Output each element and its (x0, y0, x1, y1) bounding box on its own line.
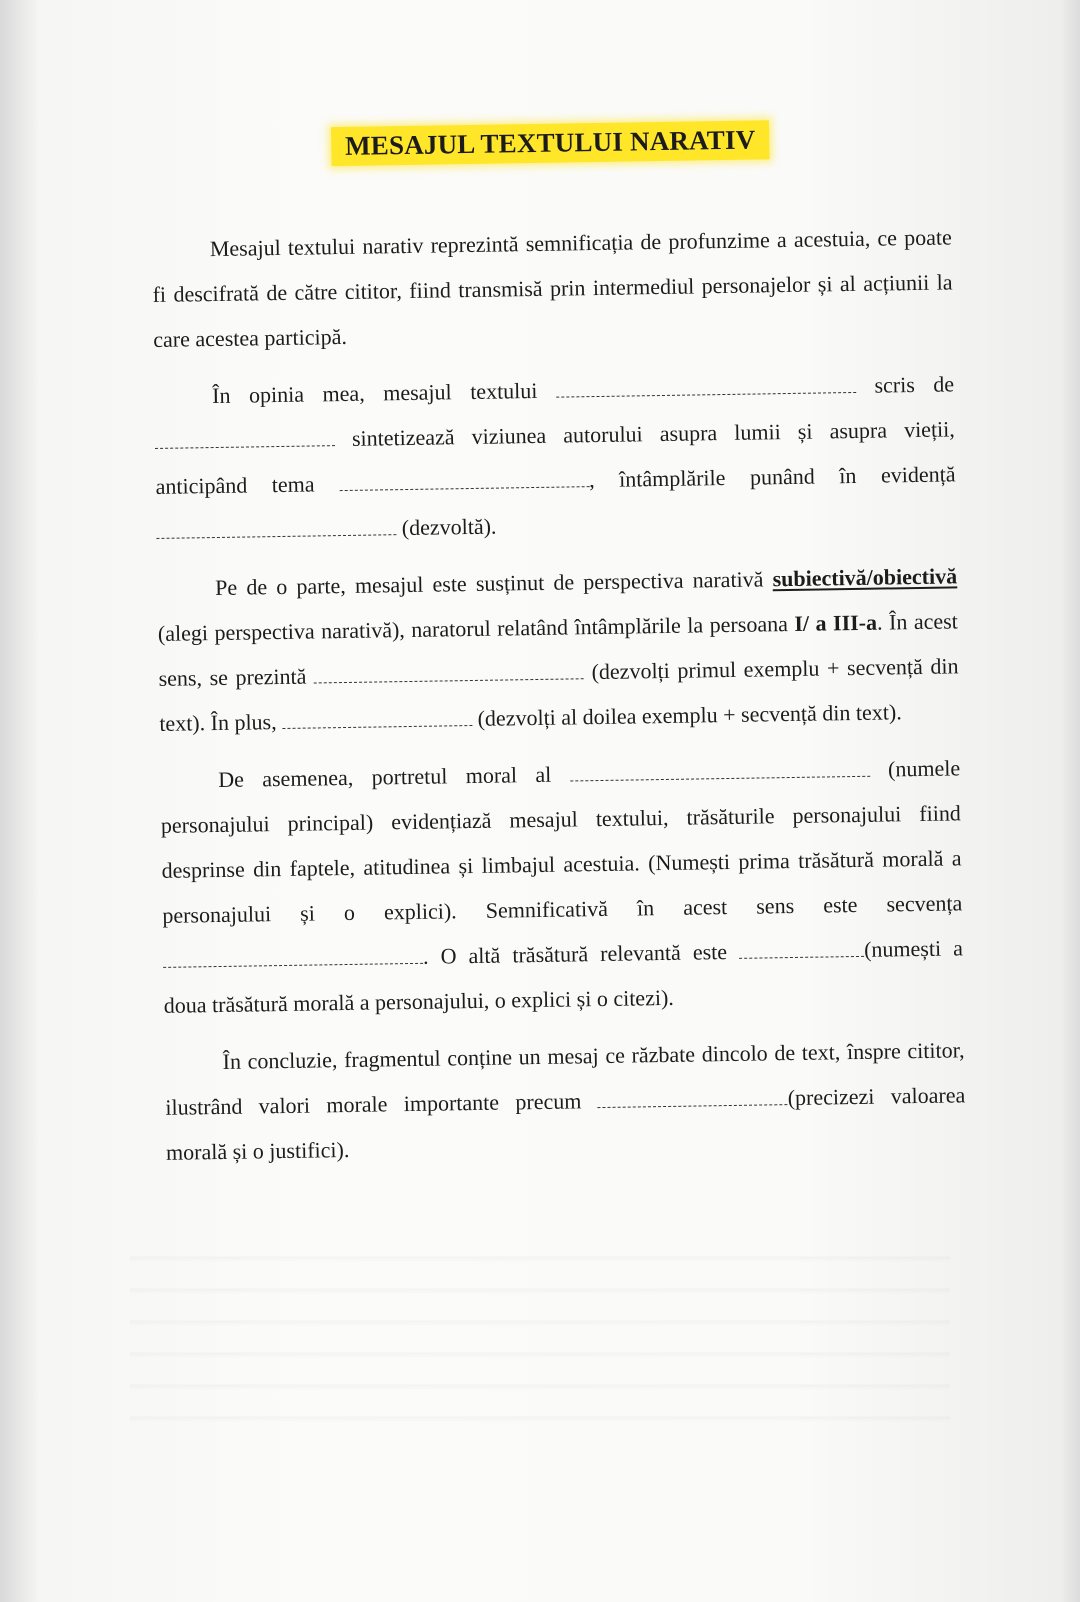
perspective-choice: subiectivă/obiectivă (772, 563, 958, 592)
opinion-text-1: În opinia mea, mesajul textului (211, 377, 557, 409)
perspective-text-3: . În acest sens, se prezintă (158, 608, 959, 691)
opinion-text-4: , întâmplările punând în evidență (588, 461, 956, 493)
opinion-text-2: scris de (855, 371, 955, 398)
perspective-text-1: Pe de o parte, mesajul este susținut de perspectiva narativă (214, 566, 773, 601)
blank-second-example (282, 703, 472, 729)
blank-highlight (156, 512, 396, 539)
blank-text-title (556, 370, 856, 398)
page-title: MESAJUL TEXTULUI NARATIV (331, 120, 770, 166)
perspective-text-2: (alegi perspectiva narativă), naratorul relatând întâmplările la persoana (157, 610, 795, 646)
blank-author (155, 423, 335, 449)
paragraph-opinion (154, 361, 957, 554)
bleed-through-text (130, 1230, 950, 1430)
paragraph-definition (152, 214, 954, 362)
paragraph-conclusion (164, 1027, 966, 1175)
perspective-text-4: (dezvolți primul exemplu + secvență din text). În plus, (159, 653, 959, 736)
portrait-text-1: De asemenea, portretul moral al (218, 761, 570, 793)
opinion-text-3: sintetizează viziunea autorului asupra lumii și asupra vieții, anticipând tema (155, 416, 955, 499)
perspective-text-5: (dezvolți al doilea exemplu + secvență din text). (471, 699, 902, 732)
blank-first-example (314, 656, 584, 683)
conclusion-text-2: (precizezi valoarea morală și o justifici). (165, 1082, 966, 1165)
portrait-text-4: (numești a doua trăsătură morală a personajului, o explici și o citezi). (163, 935, 964, 1018)
conclusion-text-1: În concluzie, fragmentul conține un mesaj ce răzbate dincolo de text, înspre cititor, ilustrând valori morale importante precum (165, 1037, 965, 1120)
title-wrapper (150, 117, 951, 169)
portrait-text-3: . O altă trăsătură relevantă este (422, 938, 740, 969)
blank-second-trait (739, 934, 864, 959)
blank-character-name (569, 754, 869, 782)
paragraph-definition-text: Mesajul textului narativ reprezintă semnificația de profunzime a acestuia, ce poate fi descifrată de către cititor, fiind transmisă prin intermediul personajelor și al acțiunii la care acestea participă. (152, 224, 953, 352)
person-choice: I/ a III-a (794, 609, 878, 636)
blank-moral-value (597, 1082, 787, 1108)
paragraph-perspective (157, 553, 960, 746)
blank-sequence (163, 941, 423, 968)
document-page (150, 117, 967, 1186)
portrait-text-2: (numele personajului principal) evidențiază mesajul textului, trăsăturile personajului fiind desprinse din faptele, atitudinea și limbajul acestuia. (Numești prima trăsătură morală a personajului și o explici). Semnificativă în acest sens este secvența (160, 755, 963, 928)
paragraph-portrait (160, 745, 964, 1028)
blank-theme (339, 464, 589, 491)
opinion-text-5: (dezvoltă). (396, 513, 497, 541)
